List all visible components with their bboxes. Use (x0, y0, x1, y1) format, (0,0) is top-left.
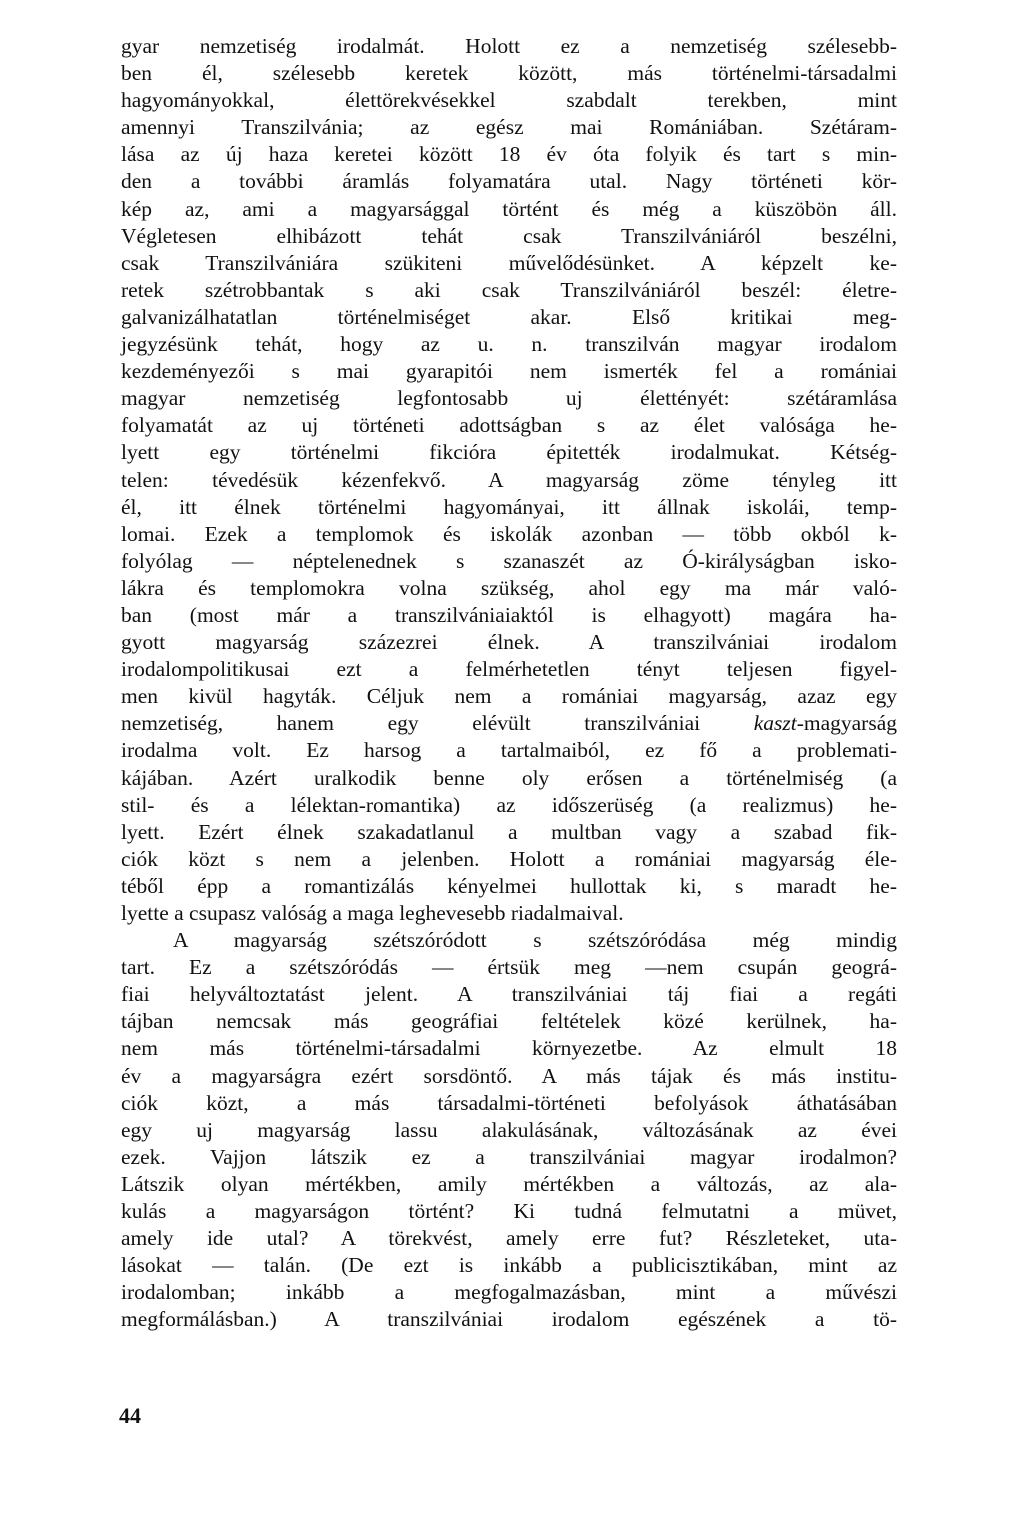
text-line: retek szétrobbantak s aki csak Transzilvániáról beszél: életre- (121, 277, 897, 302)
text-line: gyott magyarság százezrei élnek. A transzilvániai irodalom (121, 630, 897, 655)
paragraph-end-line: lyette a csupasz valóság a maga leghevesebb riadalmaival. (121, 901, 624, 925)
text-line: gyar nemzetiség irodalmát. Holott ez a nemzetiség szélesebb- (121, 34, 897, 58)
text-line: Végletesen elhibázott tehát csak Transzilvániáról beszélni, (121, 223, 897, 248)
text-line: év a magyarságra ezért sorsdöntő. A más tájak és más institu- (121, 1063, 897, 1088)
body-text (121, 33, 897, 1334)
text-line: den a további áramlás folyamatára utal. Nagy történeti kör- (121, 169, 897, 194)
text-line: kép az, ami a magyarsággal történt és még a küszöbön áll. (121, 196, 897, 221)
text-line: irodalomban; inkább a megfogalmazásban, mint a művészi (121, 1280, 897, 1305)
text-line: telen: tévedésük kézenfekvő. A magyarság zöme tényleg itt (121, 467, 897, 492)
text-line: folyólag — néptelenednek s szanaszét az Ó-királyságban isko- (121, 548, 897, 573)
text-line: lyett egy történelmi fikcióra épitették irodalmukat. Kétség- (121, 440, 897, 465)
text-line: amennyi Transzilvánia; az egész mai Romániában. Szétáram- (121, 115, 897, 140)
text-line: tájban nemcsak más geográfiai feltételek közé kerülnek, ha- (121, 1009, 897, 1034)
text-line: men kivül hagyták. Céljuk nem a romániai magyarság, azaz egy (121, 684, 897, 709)
text-line: egy uj magyarság lassu alakulásának, változásának az évei (121, 1117, 897, 1142)
text-line: magyar nemzetiség legfontosabb uj élettényét: szétáramlása (121, 386, 897, 411)
text-line: kájában. Azért uralkodik benne oly erősen a történelmiség (a (121, 765, 897, 790)
text-line: kulás a magyarságon történt? Ki tudná felmutatni a müvet, (121, 1199, 897, 1224)
text-line: ciók közt s nem a jelenben. Holott a romániai magyarság éle- (121, 846, 897, 871)
text-line: él, itt élnek történelmi hagyományai, itt állnak iskolái, temp- (121, 494, 897, 519)
text-line: nem más történelmi-társadalmi környezetbe. Az elmult 18 (121, 1036, 897, 1061)
text-line: ciók közt, a más társadalmi-történeti befolyások áthatásában (121, 1090, 897, 1115)
page-number: 44 (119, 1403, 141, 1428)
italic-word: kaszt (753, 711, 797, 736)
text-line: irodalma volt. Ez harsog a tartalmaiból, ez fő a problemati- (121, 738, 897, 763)
text-line: lyett. Ezért élnek szakadatlanul a multban vagy a szabad fik- (121, 819, 897, 844)
text-run: -magyarság (796, 711, 897, 736)
text-line: lomai. Ezek a templomok és iskolák azonban — több okból k- (121, 521, 897, 546)
text-line: stil- és a lélektan-romantika) az időszerüség (a realizmus) he- (121, 792, 897, 817)
text-line: kezdeményezői s mai gyarapitói nem ismerték fel a romániai (121, 359, 897, 384)
text-line: hagyományokkal, élettörekvésekkel szabdalt terekben, mint (121, 88, 897, 113)
text-line: tart. Ez a szétszóródás — értsük meg —nem csupán geográ- (121, 955, 897, 980)
text-line: téből épp a romantizálás kényelmei hullottak ki, s maradt he- (121, 873, 897, 898)
text-line: ban (most már a transzilvániaiaktól is elhagyott) magára ha- (121, 602, 897, 627)
text-line: csak Transzilvániára szükiteni művelődésünket. A képzelt ke- (121, 250, 897, 275)
text-line: lása az új haza keretei között 18 év óta folyik és tart s min- (121, 142, 897, 167)
text-line: ezek. Vajjon látszik ez a transzilvániai magyar irodalmon? (121, 1144, 897, 1169)
text-line: fiai helyváltoztatást jelent. A transzilvániai táj fiai a regáti (121, 982, 897, 1007)
text-line: amely ide utal? A törekvést, amely erre fut? Részleteket, uta- (121, 1226, 897, 1251)
text-line: jegyzésünk tehát, hogy az u. n. transzilván magyar irodalom (121, 332, 897, 357)
text-line: lákra és templomokra volna szükség, ahol egy ma már való- (121, 575, 897, 600)
text-line: ben él, szélesebb keretek között, más történelmi-társadalmi (121, 61, 897, 86)
text-line: irodalompolitikusai ezt a felmérhetetlen tényt teljesen figyel- (121, 657, 897, 682)
text-run: nemzetiség, hanem egy elévült transzilvániai (121, 711, 754, 736)
text-line: Látszik olyan mértékben, amily mértékben a változás, az ala- (121, 1171, 897, 1196)
text-line: lásokat — talán. (De ezt is inkább a publicisztikában, mint az (121, 1253, 897, 1278)
text-line-italic (121, 710, 897, 737)
text-line: megformálásban.) A transzilvániai irodalom egészének a tö- (121, 1307, 897, 1332)
paragraph-start-line: A magyarság szétszóródott s szétszóródása még mindig (173, 928, 897, 953)
text-line: galvanizálhatatlan történelmiséget akar. Első kritikai meg- (121, 304, 897, 329)
text-line: folyamatát az uj történeti adottságban s az élet valósága he- (121, 413, 897, 438)
